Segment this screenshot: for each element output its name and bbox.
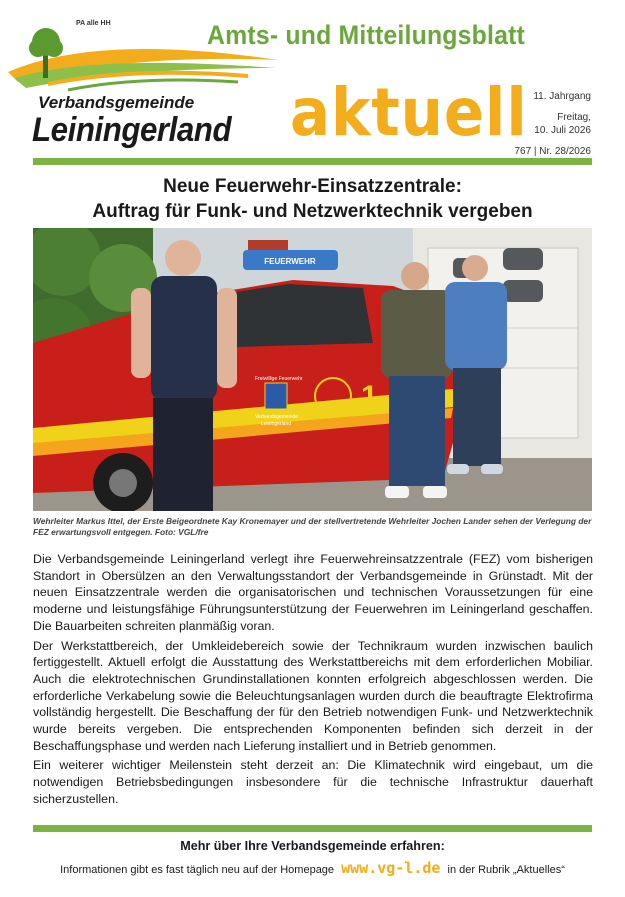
issue-jahrgang: 11. Jahrgang (533, 91, 591, 102)
article-headline (0, 174, 625, 224)
aktuell-wordmark: aktuell (290, 74, 528, 151)
headline-line2: Auftrag für Funk- und Netzwerktechnik vergeben (92, 201, 533, 222)
door-text-1: Freiwillige Feuerwehr (255, 376, 303, 382)
headline-line1: Neue Feuerwehr-Einsatzzentrale: (163, 176, 462, 197)
issue-day: Freitag, (557, 111, 591, 123)
paragraph-3: Ein weiterer wichtiger Meilenstein steht derzeit an: Die Klimatechnik wird eingebaut, um die notwendigen Betriebsbedingungen insbesondere für die technische Infrastruktur dauerhaft sicherzustellen. (33, 758, 593, 806)
issue-number: 767 | Nr. 28/2026 (514, 145, 591, 157)
footer-divider (33, 825, 592, 832)
article-photo (33, 228, 592, 511)
fire-car-photo (33, 228, 592, 511)
masthead (0, 0, 625, 160)
publication-title: Amts- und Mitteilungsblatt (207, 20, 526, 50)
door-text-3: Leiningerland (261, 421, 292, 427)
photo-caption: Wehrleiter Markus Ittel, der Erste Beigeordnete Kay Kronemayer und der stellvertretende Wehrleiter Jochen Lander sehen der Verlegung der FEZ erwartungsvoll entgegen. Foto: VGL/fre (33, 516, 592, 537)
distribution-tag: PA alle HH (76, 20, 111, 27)
issue-info (514, 90, 591, 158)
paragraph-2: Der Werkstattbereich, der Umkleidebereich sowie der Technikraum wurden inzwischen baulich fertiggestellt. Aktuell erfolgt die Ausstattung des Werkstattbereichs mit dem erforderlichen Mobiliar. Auch die elektrotechnischen Grundinstallationen konnten erfolgreich abgeschlossen werden. Die erforderliche Verkabelung sowie die Beleuchtungsanlagen wurden durch die beauftragte Elektrofirma vollständig hergestellt. Die Beschaffung der für den Betrieb notwendigen Funk- und Netzwerktechnik wurde bereits vergeben. Die entsprechenden Komponenten befinden sich derzeit in der Beschaffungsphase und werden nach Lieferung installiert und in Betrieb genommen. (33, 638, 593, 753)
vg-name-line2: Leiningerland (32, 111, 232, 149)
issue-date: 10. Juli 2026 (534, 125, 591, 136)
header-divider (33, 158, 592, 165)
door-number: 1 (361, 380, 378, 413)
footer-title: Mehr über Ihre Verbandsgemeinde erfahren: (180, 839, 445, 853)
door-text-2: Verbandsgemeinde (255, 414, 299, 420)
footer-text-before: Informationen gibt es fast täglich neu auf der Homepage (60, 864, 335, 876)
footer-info (0, 859, 625, 877)
article-body (33, 551, 593, 811)
vg-name-line1: Verbandsgemeinde (38, 93, 195, 112)
paragraph-1: Die Verbandsgemeinde Leiningerland verlegt ihre Feuerwehreinsatzzentrale (FEZ) vom bisherigen Standort in Obersülzen an den Verwaltungsstandort der Verbandsgemeinde in Grünstadt. Mit der neuen Einsatzzentrale werden die organisatorischen und technischen Voraussetzungen für eine moderne und leistungsfähige Führungsunterstützung der Feuerwehren im Leiningerland geschaffen. Die Bauarbeiten schreiten planmäßig voran. (33, 552, 593, 633)
car-sign: FEUERWEHR (264, 257, 316, 266)
footer-text-after: in der Rubrik „Aktuelles“ (447, 864, 565, 876)
homepage-link[interactable]: www.vg-l.de (341, 859, 441, 877)
